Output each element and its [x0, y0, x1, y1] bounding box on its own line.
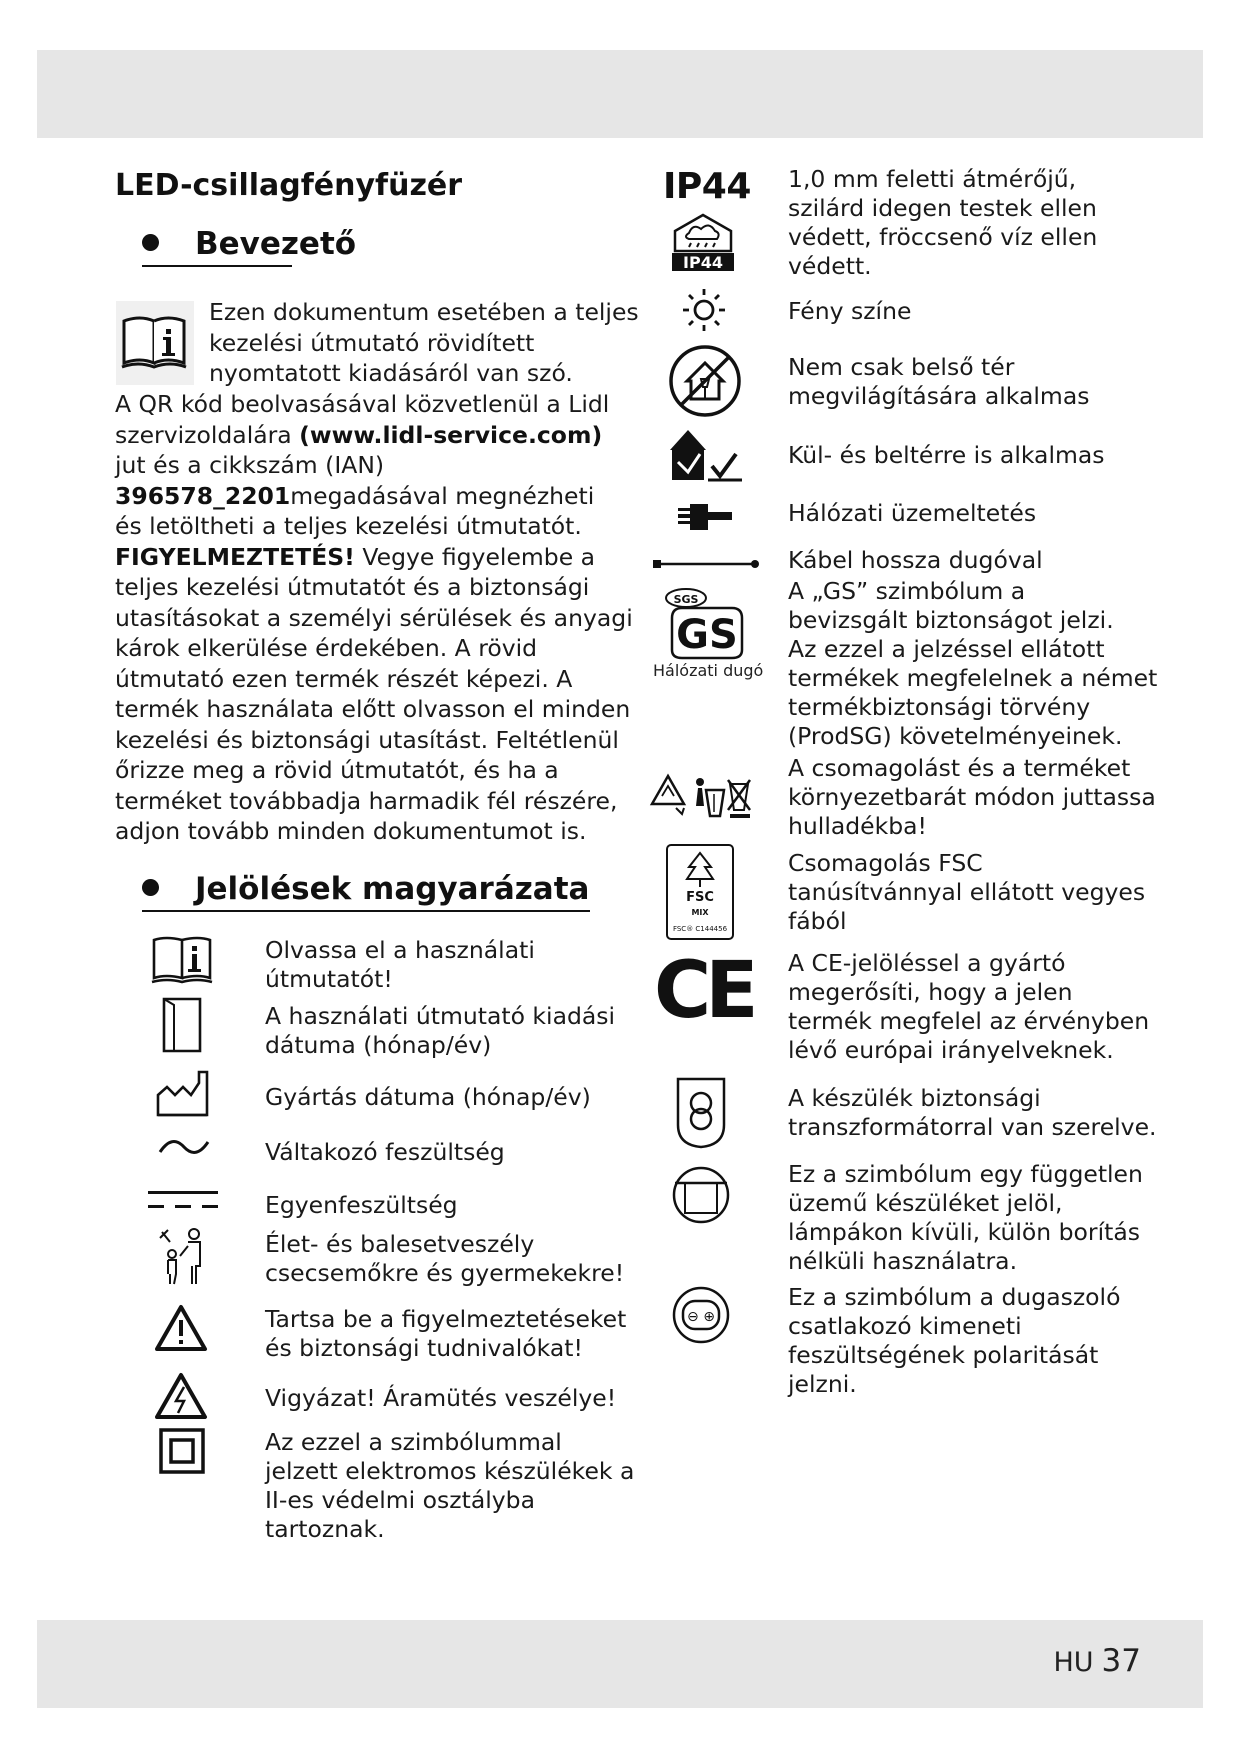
symbol-label: Az ezzel a szimbólummal jelzett elektromos készülékek a II-es védelmi osztályba tartoznak.	[265, 1428, 635, 1543]
symbol-label: Tartsa be a figyelmeztetéseket és biztonsági tudnivalókat!	[265, 1305, 627, 1362]
protection-class-ii-icon	[159, 1428, 205, 1478]
sgs-label: SGS	[673, 593, 699, 606]
symbol-label: A CE-jelöléssel a gyártó megerősíti, hogy a jelen termék megfelel az érvényben lévő európai irányelveknek.	[788, 949, 1150, 1064]
intro-box-text	[209, 297, 639, 389]
symbol-label: Olvassa el a használati útmutatót!	[265, 936, 535, 993]
intro-line: Ezen dokumentum esetében a teljes	[209, 298, 639, 326]
factory-icon	[155, 1069, 211, 1123]
electric-shock-icon	[154, 1371, 208, 1425]
symbol-label: Ez a szimbólum egy független üzemű készüléket jelöl, lámpákon kívüli, külön borítás nélküli használatra.	[788, 1160, 1143, 1275]
bullet-icon	[142, 879, 159, 896]
recycling-icon	[648, 772, 754, 824]
intro-line: károk elkerülése érdekében. A rövid	[115, 634, 538, 662]
service-url: (www.lidl-service.com)	[299, 420, 603, 449]
symbol-label: A használati útmutató kiadási dátuma (hónap/év)	[265, 1002, 616, 1059]
independent-device-icon	[671, 1165, 731, 1229]
heading-underline	[142, 910, 590, 912]
intro-line: kezelési és biztonsági utasítást. Feltétlenül	[115, 725, 619, 754]
intro-line: kezelési útmutató rövidített	[209, 328, 535, 357]
intro-line: jut és a cikkszám (IAN)	[115, 451, 385, 479]
intro-paragraph	[115, 389, 633, 847]
symbol-label: A készülék biztonsági transzformátorral van szerelve.	[788, 1084, 1157, 1141]
ian-number: 396578_2201	[115, 481, 291, 510]
page-title: LED-csillagfényfüzér	[115, 168, 463, 203]
fsc-label: FSC	[686, 890, 714, 905]
mains-operation-icon	[676, 502, 734, 536]
symbol-label: A csomagolást és a terméket környezetbarát módon juttassa hulladékba!	[788, 754, 1156, 840]
intro-line: FIGYELMEZTETÉS! Vegye figyelembe a	[115, 542, 596, 571]
symbol-label: Hálózati üzemeltetés	[788, 499, 1037, 527]
intro-line: nyomtatott kiadásáról van szó.	[209, 359, 573, 387]
intro-line: teljes kezelési útmutatót és a biztonsági	[115, 573, 590, 601]
gs-caption: Hálózati dugó	[653, 661, 764, 680]
child-danger-icon	[158, 1226, 208, 1292]
page-footer	[1053, 1643, 1141, 1679]
intro-line: termék használata előtt olvasson el minden	[115, 695, 631, 723]
light-color-icon	[681, 287, 727, 337]
intro-line: A QR kód beolvasásával közvetlenül a Lidl	[115, 390, 610, 418]
indoor-outdoor-icon	[666, 426, 744, 488]
cable-length-icon	[651, 554, 761, 578]
symbol-label: Vigyázat! Áramütés veszélye!	[265, 1384, 617, 1412]
warning-triangle-icon	[154, 1303, 208, 1357]
symbol-label: Nem csak belső tér megvilágítására alkalmas	[788, 353, 1090, 410]
svg-text:⊖ ⊕: ⊖ ⊕	[687, 1309, 715, 1325]
page-number: 37	[1101, 1643, 1141, 1679]
gs-letters: GS	[676, 612, 738, 658]
not-indoor-only-icon	[667, 343, 743, 423]
intro-line: utasításokat a személyi sérülések és anyagi	[115, 603, 633, 632]
section-heading-intro: Bevezető	[142, 226, 356, 262]
direct-current-icon	[146, 1187, 220, 1217]
symbol-label: Kábel hossza dugóval	[788, 546, 1043, 574]
intro-line: terméket továbbadja harmadik fél részére,	[115, 786, 618, 815]
symbol-label: Csomagolás FSC tanúsítvánnyal ellátott vegyes fából	[788, 849, 1146, 935]
symbol-label: Gyártás dátuma (hónap/év)	[265, 1083, 591, 1111]
manual-info-icon	[116, 301, 194, 385]
symbol-label: Élet- és balesetveszély csecsemőkre és gyermekekre!	[265, 1230, 625, 1287]
ip44-badge: IP44	[683, 253, 723, 272]
symbol-label: Ez a szimbólum a dugaszoló csatlakozó kimeneti feszültségének polaritását jelzni.	[788, 1283, 1121, 1398]
alternating-current-icon	[158, 1134, 210, 1164]
symbol-label: A „GS” szimbólum a bevizsgált biztonságot jelzi. Az ezzel a jelzéssel ellátott termékek megfelelnek a német termékbiztonsági törvény (ProdSG) követelményeinek.	[788, 577, 1158, 750]
section-heading-symbols: Jelölések magyarázata	[142, 871, 589, 907]
intro-line: 396578_2201megadásával megnézheti	[115, 481, 595, 510]
intro-line: adjon tovább minden dokumentumot is.	[115, 817, 587, 845]
intro-line: és letöltheti a teljes kezelési útmutatót.	[115, 512, 582, 540]
safety-transformer-icon	[674, 1075, 728, 1153]
fsc-mix: MIX	[691, 908, 709, 917]
symbol-label: Egyenfeszültség	[265, 1191, 458, 1219]
bullet-icon	[142, 234, 159, 251]
manual-info-icon	[150, 934, 216, 990]
intro-line: útmutató ezen termék részét képezi. A	[115, 664, 573, 693]
footer-band	[37, 1620, 1203, 1708]
symbol-label: Kül- és beltérre is alkalmas	[788, 441, 1105, 469]
booklet-icon	[160, 995, 206, 1059]
symbol-label: Váltakozó feszültség	[265, 1138, 505, 1166]
header-band	[37, 50, 1203, 138]
polarity-icon	[671, 1285, 731, 1349]
fsc-code: FSC® C144456	[672, 925, 728, 933]
ip44-icon	[669, 211, 737, 277]
warning-label: FIGYELMEZTETÉS!	[115, 542, 355, 571]
language-code: HU	[1053, 1647, 1094, 1678]
intro-line: őrizze meg a rövid útmutatót, és ha a	[115, 756, 559, 784]
fsc-icon	[665, 843, 735, 945]
symbol-label: Fény színe	[788, 297, 912, 325]
ce-mark-icon: CE	[654, 946, 753, 1036]
intro-line: szervizoldalára (www.lidl-service.com)	[115, 420, 603, 449]
symbol-label: 1,0 mm feletti átmérőjű, szilárd idegen testek ellen védett, fröccsenő víz ellen védett.	[788, 165, 1098, 280]
gs-mark-icon	[662, 584, 748, 664]
heading-underline	[142, 265, 292, 267]
ip44-label: IP44	[663, 166, 751, 207]
